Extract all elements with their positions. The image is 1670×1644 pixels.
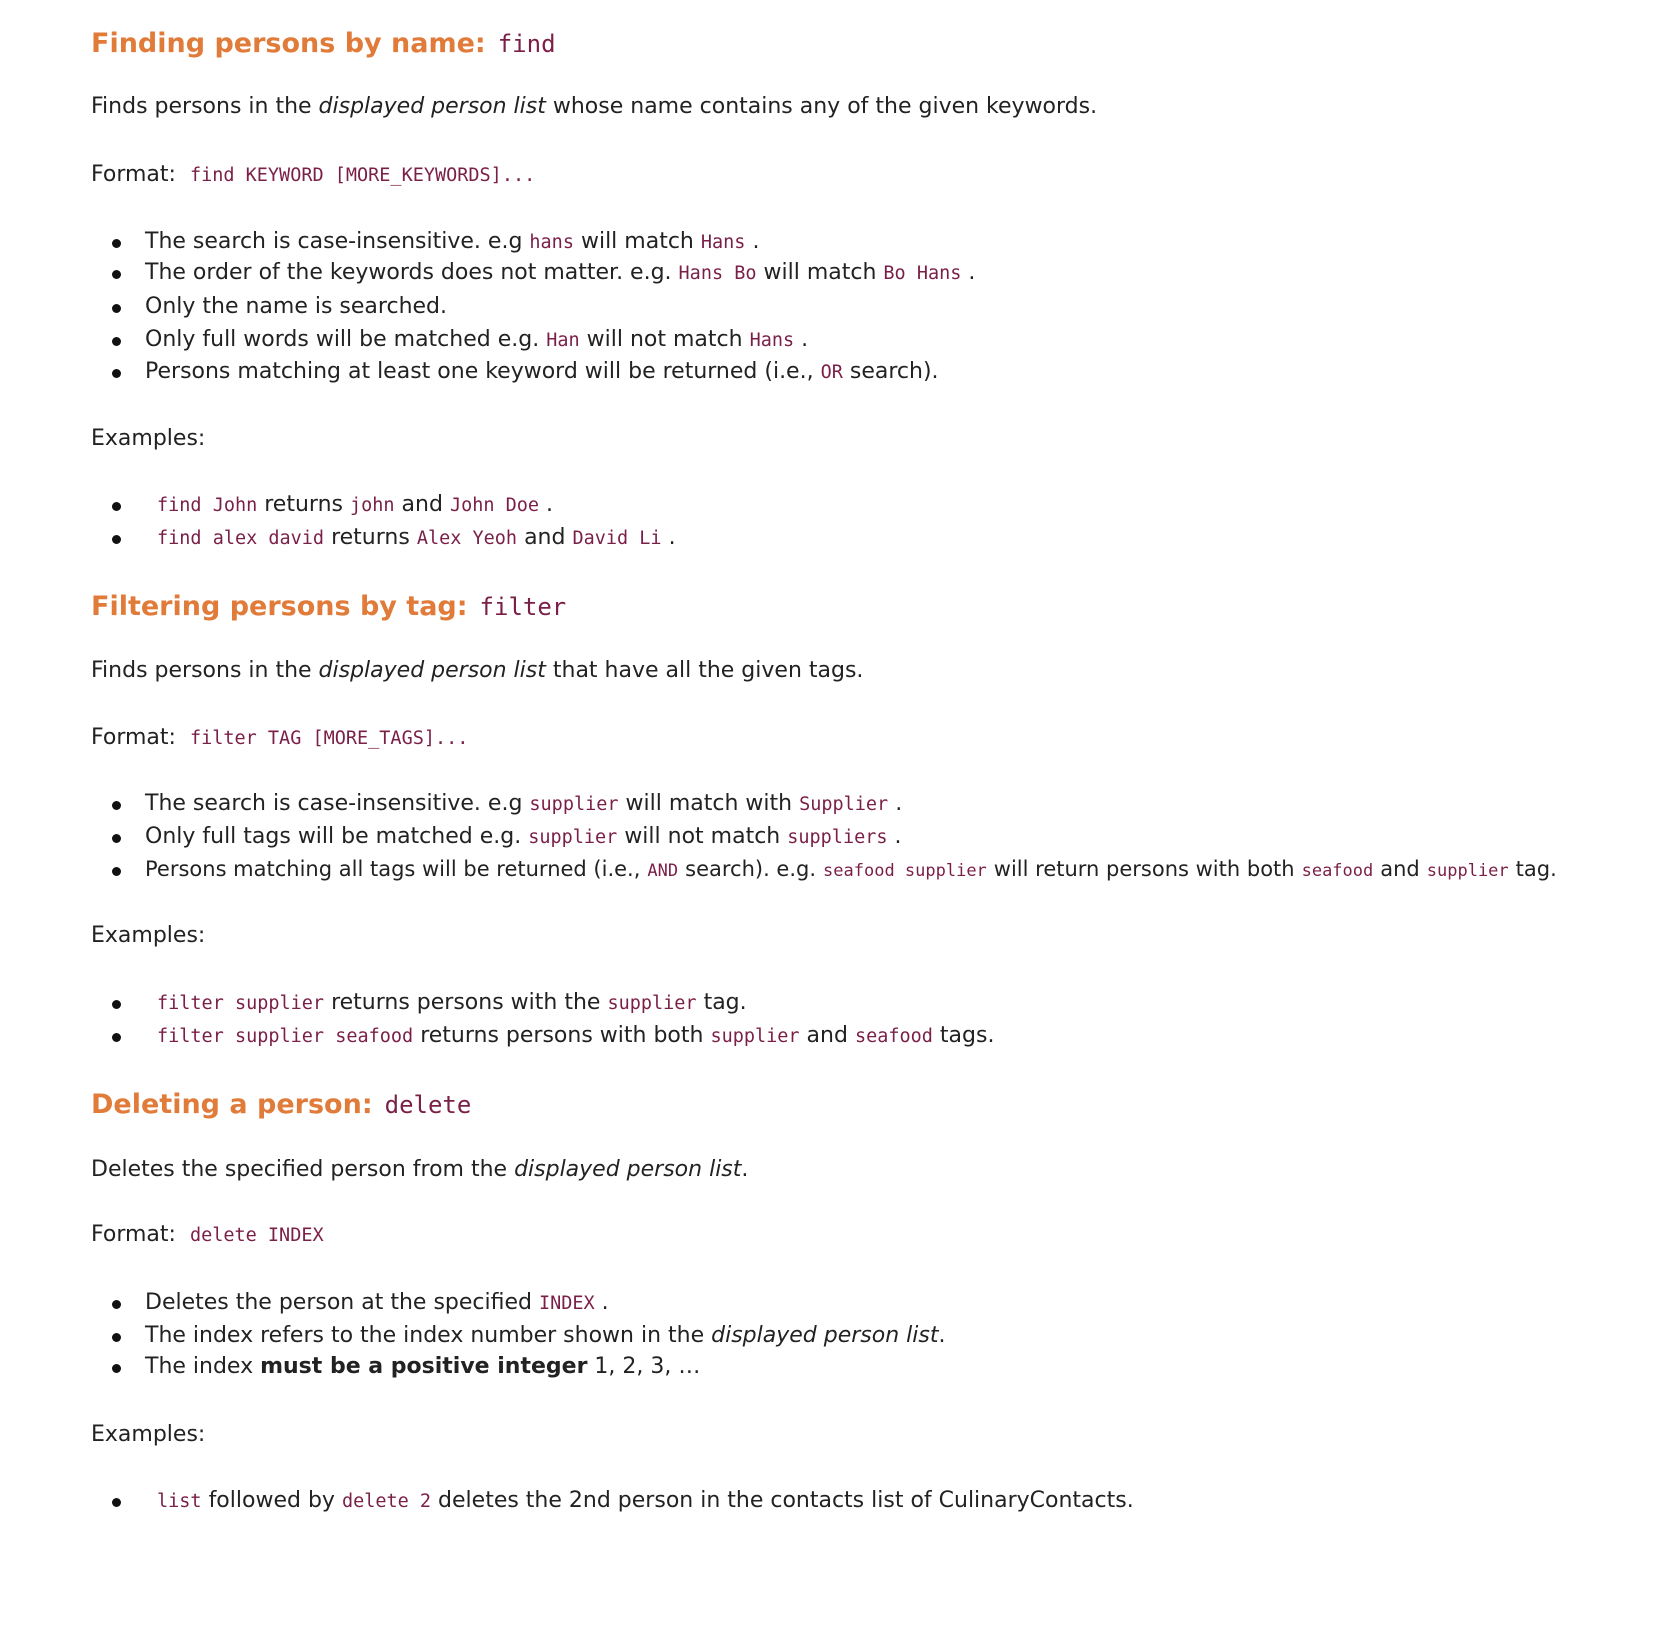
bullet-icon <box>112 1364 121 1373</box>
delete-format: Format: delete INDEX <box>91 1224 331 1246</box>
heading-command: delete <box>384 1091 472 1119</box>
delete-section-heading: Deleting a person: delete <box>91 1089 472 1120</box>
heading-command: find <box>497 30 556 58</box>
bullet-icon <box>112 304 121 313</box>
format-code: delete INDEX <box>189 1225 324 1246</box>
heading-command: filter <box>479 593 567 621</box>
bullet-icon <box>112 834 121 843</box>
bullet-icon <box>112 337 121 346</box>
bullet-icon <box>112 239 121 248</box>
bullet-icon <box>112 1333 121 1342</box>
bullet-icon <box>112 867 121 876</box>
delete-description: Deletes the specified person from the displayed person list. <box>91 1157 749 1182</box>
bullet-icon <box>112 535 121 544</box>
bullet-icon <box>112 1033 121 1042</box>
format-code: find KEYWORD [MORE_KEYWORDS]... <box>189 165 536 186</box>
format-code: filter TAG [MORE_TAGS]... <box>189 728 469 749</box>
filter-format: Format: filter TAG [MORE_TAGS]... <box>91 727 475 749</box>
user-guide-page: Finding persons by name: find Finds persons in the displayed person list whose name contains any of the given keywords. Format: find KEYWORD [MORE_KEYWORDS]... The search is case-insensitive. e.g hans will match Hans . The order of the keywords does not matter. e.g. Hans Bo will match Bo Hans . Only the name is searched. Only full words will be matched e.g. Han will not match Hans . Persons matching at least one keyword will be returned (i.e., OR search). Examples: find John returns john and John Doe . find alex david returns Alex Yeoh and David Li . Filtering persons by tag: filter Finds persons in the displayed person list that have all the given tags. Format: filter TAG [MORE_TAGS]... The search is case-insensitive. e.g supplier will match with Supplier . Only full tags will be matched e.g. supplier will not match suppliers . Persons matching all tags will be returned (i.e., AND search). e.g. seafood supplier will return persons with both seafood and supplier tag. Examples: filter supplier returns persons with the supplier tag. filter supplier seafood returns persons with both supplier and seafood tags. Deleting a person: delete Deletes the specified person from the displayed person list. Format: delete INDEX Deletes the person at the specified INDEX . The index refers to the index number shown in the displayed person list. The index must be a positive integer 1, 2, 3, … Examples: list followed by delete 2 deletes the 2nd person in the contacts list of CulinaryContacts. <box>91 28 1557 1513</box>
delete-examples-label: Examples: <box>91 1422 206 1447</box>
filter-section-heading: Filtering persons by tag: filter <box>91 591 567 622</box>
find-description: Finds persons in the displayed person list whose name contains any of the given keywords. <box>91 94 1098 119</box>
bullet-icon <box>112 1300 121 1309</box>
find-examples-label: Examples: <box>91 426 206 451</box>
bullet-icon <box>112 270 121 279</box>
filter-examples-label: Examples: <box>91 923 206 948</box>
find-format: Format: find KEYWORD [MORE_KEYWORDS]... <box>91 164 542 186</box>
bullet-icon <box>112 369 121 378</box>
bullet-icon <box>112 502 121 511</box>
find-section-heading: Finding persons by name: find <box>91 28 556 59</box>
bullet-icon <box>112 801 121 810</box>
bullet-icon <box>112 1000 121 1009</box>
bullet-icon <box>112 1498 121 1507</box>
filter-description: Finds persons in the displayed person list that have all the given tags. <box>91 658 864 683</box>
